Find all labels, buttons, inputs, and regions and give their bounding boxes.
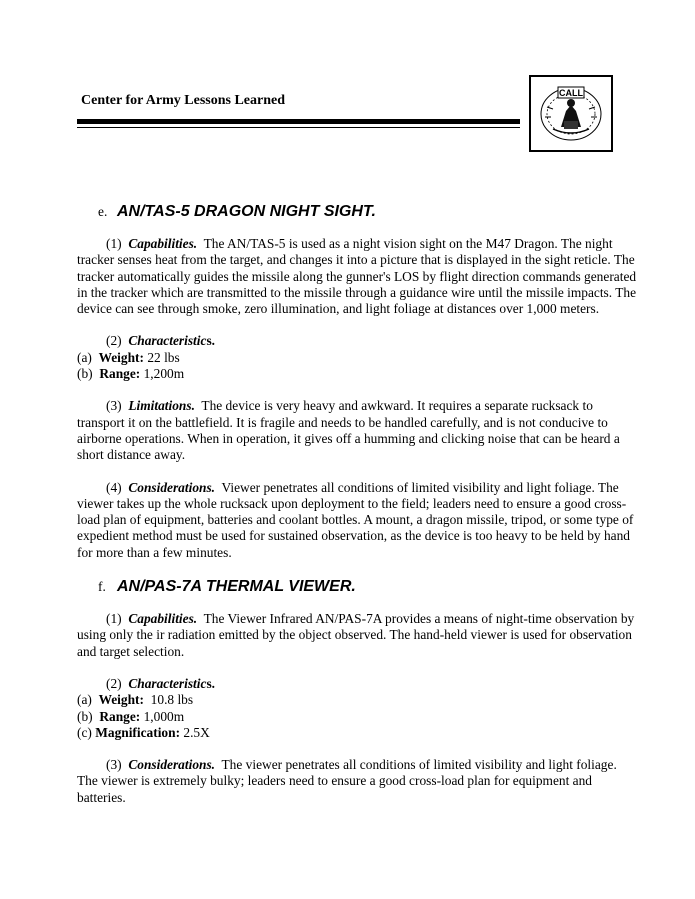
- section-f-magnification-item: (c) Magnification: 2.5X: [77, 724, 210, 740]
- section-e-weight-item: (a) Weight: 22 lbs: [77, 349, 180, 365]
- section-f-weight-item: (a) Weight: 10.8 lbs: [77, 692, 194, 708]
- section-e-limitations: (3) Limitations. The device is very heavy and awkward. It requires a separate rucksack to transport it on the battlefield. It is fragile and needs to be handled carefully, and is not conducive to airborne operations. When in operation, it gives off a humming and clicking noise that can be heard a short distance away.: [77, 398, 620, 463]
- call-logo-emblem-icon: [531, 77, 611, 150]
- section-f-characteristics-heading: (2) Characteristics.: [106, 675, 216, 691]
- capabilities-label: Capabilities.: [128, 236, 198, 251]
- section-e-range-item: (b) Range: 1,200m: [77, 366, 185, 382]
- section-f-considerations: (3) Considerations. The viewer penetrates all conditions of limited visibility and light foliage. The viewer is extremely bulky; leaders need to ensure a good cross-load plan for equipment and batteries.: [77, 757, 617, 805]
- header-rule-thin: [77, 127, 520, 128]
- document-body: [77, 197, 637, 806]
- section-f-letter: f.: [98, 579, 106, 595]
- call-logo: [529, 75, 613, 152]
- logo-text: CALL: [559, 88, 583, 98]
- section-f-title: AN/PAS-7A THERMAL VIEWER.: [117, 578, 356, 596]
- section-f-capabilities: (1) Capabilities. The Viewer Infrared AN/PAS-7A provides a means of night-time observation by using only the ir radiation emitted by the object observed. The hand-held viewer is used for observation and target selection.: [77, 611, 635, 659]
- section-e-capabilities: (1) Capabilities. The AN/TAS-5 is used as a night vision sight on the M47 Dragon. The night tracker senses heat from the target, and changes it into a picture that is displayed in the sight reticle. The tracker automatically guides the missile along the gunner's LOS by flight direction commands generated in the tracker which are transmitted to the missile through a guidance wire until the missile impacts. The device can see through smoke, zero illumination, and light foliage at distances over 1,000 meters.: [77, 236, 637, 317]
- section-e-characteristics-heading: (2) Characteristics.: [106, 333, 216, 349]
- section-f-range-item: (b) Range: 1,000m: [77, 708, 185, 724]
- header-rule-thick: [77, 119, 520, 124]
- header-org-title: Center for Army Lessons Learned: [81, 93, 286, 108]
- section-f-heading: [77, 572, 637, 602]
- section-e-considerations: (4) Considerations. Viewer penetrates all conditions of limited visibility and light foliage. The viewer takes up the whole rucksack upon deployment to the field; leaders need to ensure a good cross-load plan of equipment, batteries and coolant bottles. A mount, a dragon missile, tripod, or some type of expedient method must be used for sustained observation, as the device is too heavy to be held by hand for more than a few minutes.: [77, 479, 634, 560]
- section-e-title: AN/TAS-5 DRAGON NIGHT SIGHT.: [117, 203, 376, 220]
- section-e-heading: [77, 197, 637, 227]
- section-e-letter: e.: [98, 204, 108, 219]
